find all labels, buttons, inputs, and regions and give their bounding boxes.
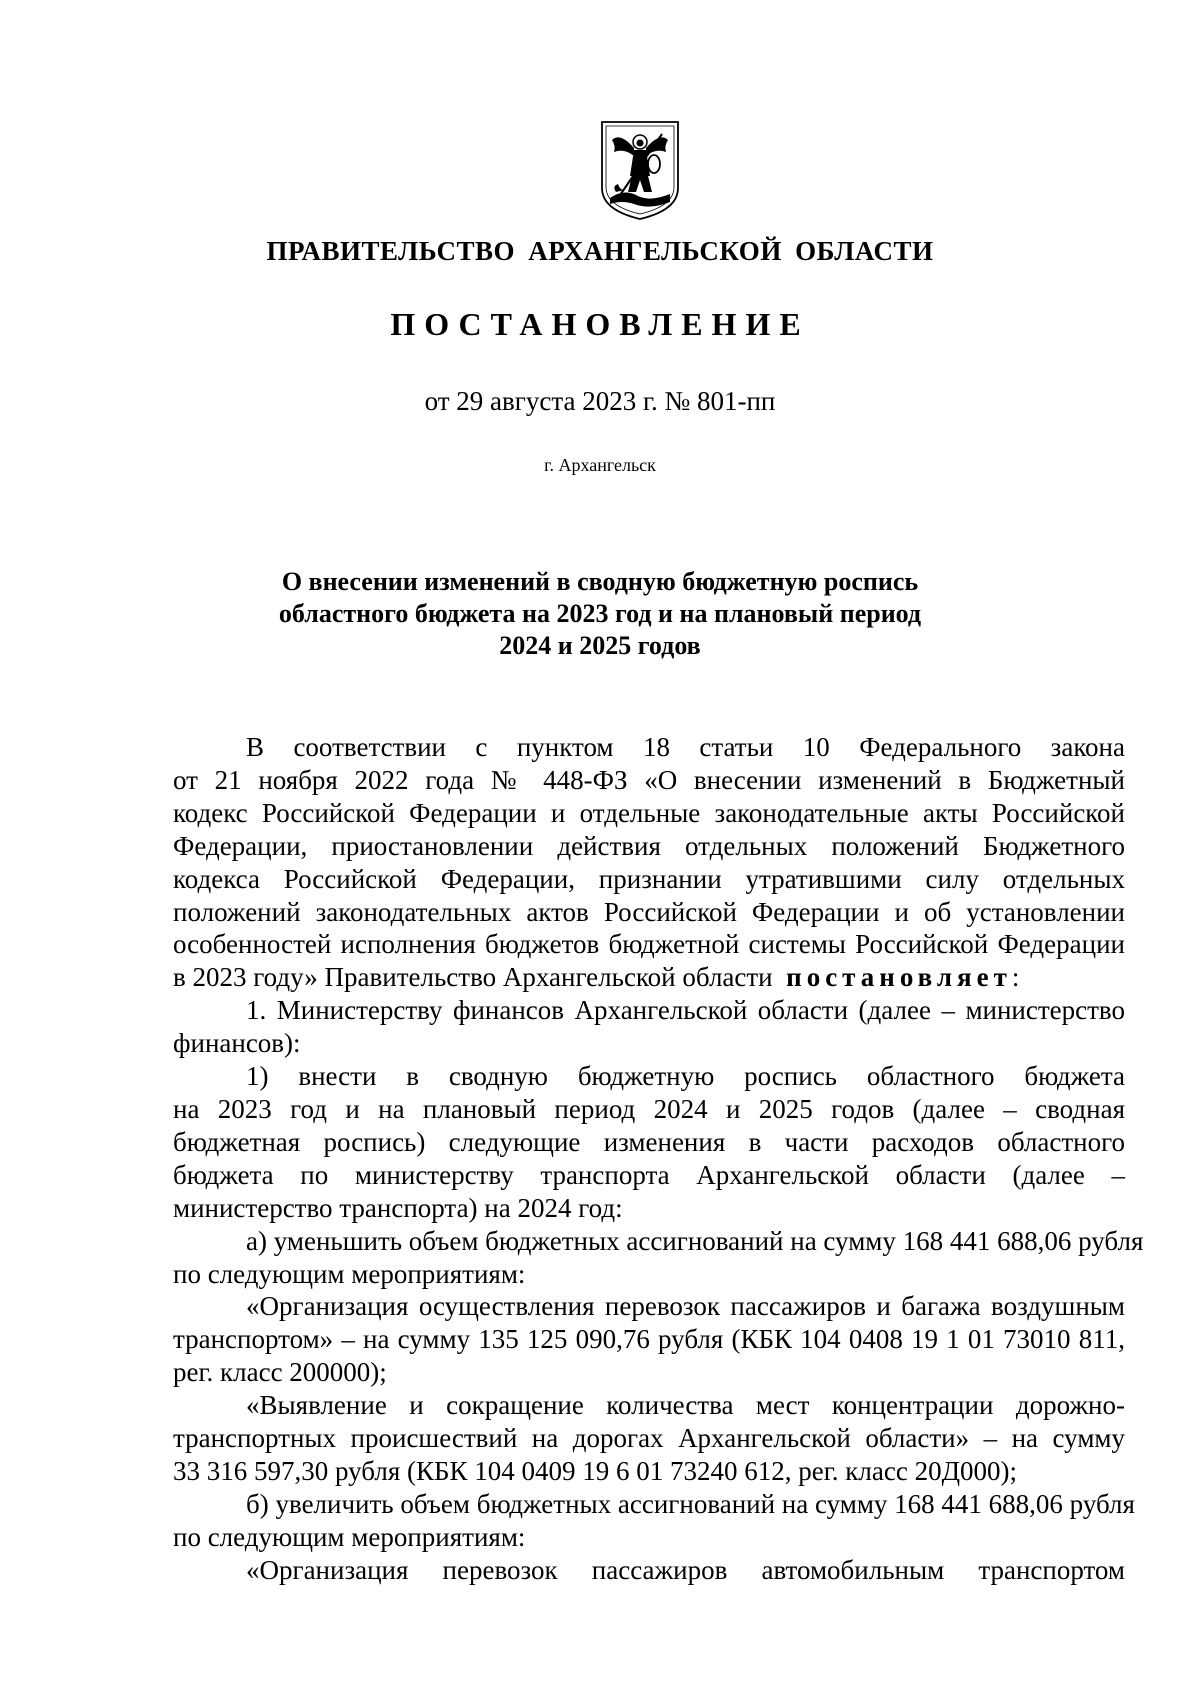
- body-line: б) увеличить объем бюджетных ассигнований на сумму 168 441 688,06 рубля: [246, 1488, 1135, 1519]
- body-line: [173, 961, 1125, 994]
- body-line: бюджета по министерству транспорта Архангельской области (далее –: [173, 1159, 1125, 1190]
- document-type: ПОСТАНОВЛЕНИЕ: [390, 306, 810, 342]
- body-line: от 21 ноября 2022 года № 448-ФЗ «О внесении изменений в Бюджетный: [173, 764, 1125, 795]
- body-line: транспортом» – на сумму 135 125 090,76 рубля (КБК 104 0408 19 1 01 73010 811,: [173, 1324, 1125, 1355]
- body-line: «Организация перевозок пассажиров автомобильным транспортом: [246, 1554, 1125, 1585]
- body-text: в 2023 году» Правительство Архангельской области: [173, 962, 773, 993]
- body-line: кодекса Российской Федерации, признании утратившими силу отдельных: [173, 863, 1125, 894]
- body-line: кодекс Российской Федерации и отдельные законодательные акты Российской: [173, 797, 1125, 828]
- body-line: В соответствии с пунктом 18 статьи 10 Федерального закона: [246, 732, 1125, 762]
- body-line: 1. Министерству финансов Архангельской области (далее – министерство: [246, 995, 1125, 1026]
- body-line: «Организация осуществления перевозок пассажиров и багажа воздушным: [246, 1291, 1125, 1322]
- body-line: транспортных происшествий на дорогах Архангельской области» – на сумму: [173, 1423, 1125, 1454]
- document-date-number: от 29 августа 2023 г. № 801-пп: [424, 386, 776, 416]
- body-line: бюджетная роспись) следующие изменения в части расходов областного: [173, 1126, 1125, 1157]
- heading-line: О внесении изменений в сводную бюджетную роспись: [281, 567, 919, 596]
- body-line: положений законодательных актов Российской Федерации и об установлении: [173, 896, 1125, 927]
- document-city: г. Архангельск: [544, 455, 656, 475]
- document-body: [173, 731, 1144, 1587]
- body-line: 33 316 597,30 рубля (КБК 104 0409 19 6 01 73240 612, рег. класс 20Д000);: [173, 1455, 1017, 1486]
- body-line: Федерации, приостановлении действия отдельных положений Бюджетного: [173, 830, 1125, 861]
- body-line: финансов):: [173, 1028, 301, 1059]
- heading-line: областного бюджета на 2023 год и на плановый период: [278, 599, 922, 628]
- body-line: особенностей исполнения бюджетов бюджетной системы Российской Федерации: [173, 929, 1125, 960]
- organization-title: ПРАВИТЕЛЬСТВО АРХАНГЕЛЬСКОЙ ОБЛАСТИ: [266, 236, 934, 266]
- body-line: 1) внести в сводную бюджетную роспись областного бюджета: [246, 1061, 1125, 1092]
- body-text: :: [1011, 962, 1020, 993]
- coat-of-arms-archangel-icon: [594, 118, 686, 222]
- body-line: на 2023 год и на плановый период 2024 и 2025 годов (далее – сводная: [173, 1093, 1125, 1124]
- body-line: по следующим мероприятиям:: [173, 1258, 526, 1289]
- document-heading: [0, 566, 1200, 662]
- body-line: по следующим мероприятиям:: [173, 1521, 526, 1552]
- body-line: министерство транспорта) на 2024 год:: [173, 1192, 623, 1223]
- heading-line: 2024 и 2025 годов: [499, 631, 701, 660]
- body-line: а) уменьшить объем бюджетных ассигнований на сумму 168 441 688,06 рубля: [246, 1225, 1144, 1256]
- body-line: «Выявление и сокращение количества мест концентрации дорожно-: [246, 1390, 1125, 1421]
- decree-word: постановляет: [786, 962, 1012, 993]
- body-line: рег. класс 200000);: [173, 1357, 387, 1388]
